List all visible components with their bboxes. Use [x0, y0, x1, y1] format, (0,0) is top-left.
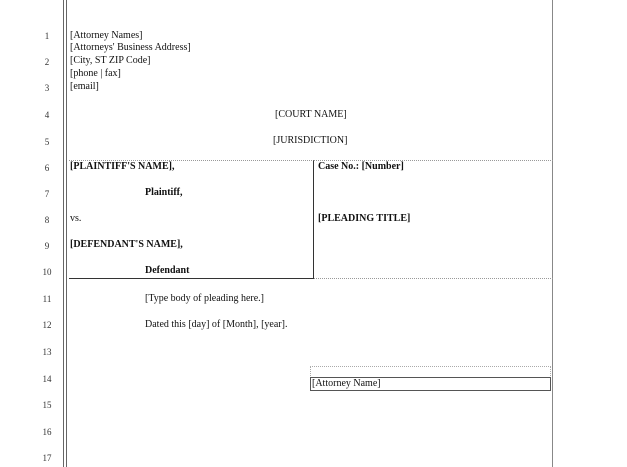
attorney-names[interactable]: [Attorney Names]: [70, 30, 143, 41]
versus-label: vs.: [70, 213, 82, 224]
line-number: 2: [44, 57, 50, 67]
pleading-title[interactable]: [PLEADING TITLE]: [318, 213, 411, 224]
line-number: 7: [44, 189, 50, 199]
line-number: 17: [42, 453, 52, 463]
line-number: 8: [44, 215, 50, 225]
left-margin-rule-outer: [63, 0, 64, 467]
line-number: 12: [42, 320, 52, 330]
signature-attorney-name[interactable]: [Attorney Name]: [312, 378, 381, 389]
jurisdiction[interactable]: [JURISDICTION]: [273, 135, 348, 146]
line-number: 10: [42, 267, 52, 277]
caption-parties-cell: [69, 160, 314, 279]
attorney-business-address[interactable]: [Attorneys' Business Address]: [70, 42, 191, 53]
attorney-city-state-zip[interactable]: [City, ST ZIP Code]: [70, 55, 151, 66]
line-number: 15: [42, 400, 52, 410]
defendant-label: Defendant: [145, 265, 190, 276]
court-name[interactable]: [COURT NAME]: [275, 109, 347, 120]
line-number: 14: [42, 374, 52, 384]
case-number[interactable]: Case No.: [Number]: [318, 161, 404, 172]
plaintiff-name[interactable]: [PLAINTIFF'S NAME],: [70, 161, 175, 172]
line-number: 4: [44, 110, 50, 120]
defendant-name[interactable]: [DEFENDANT'S NAME],: [70, 239, 183, 250]
line-number: 9: [44, 241, 50, 251]
line-number: 6: [44, 163, 50, 173]
line-number: 5: [44, 137, 50, 147]
line-number: 11: [42, 294, 52, 304]
line-number: 16: [42, 427, 52, 437]
plaintiff-label: Plaintiff,: [145, 187, 183, 198]
line-number: 13: [42, 347, 52, 357]
attorney-phone-fax[interactable]: [phone | fax]: [70, 68, 121, 79]
left-margin-rule-inner: [66, 0, 67, 467]
line-number: 3: [44, 83, 50, 93]
dated-line[interactable]: Dated this [day] of [Month], [year].: [145, 319, 288, 330]
pleading-body[interactable]: [Type body of pleading here.]: [145, 293, 264, 304]
attorney-email[interactable]: [email]: [70, 81, 99, 92]
line-number: 1: [44, 31, 50, 41]
